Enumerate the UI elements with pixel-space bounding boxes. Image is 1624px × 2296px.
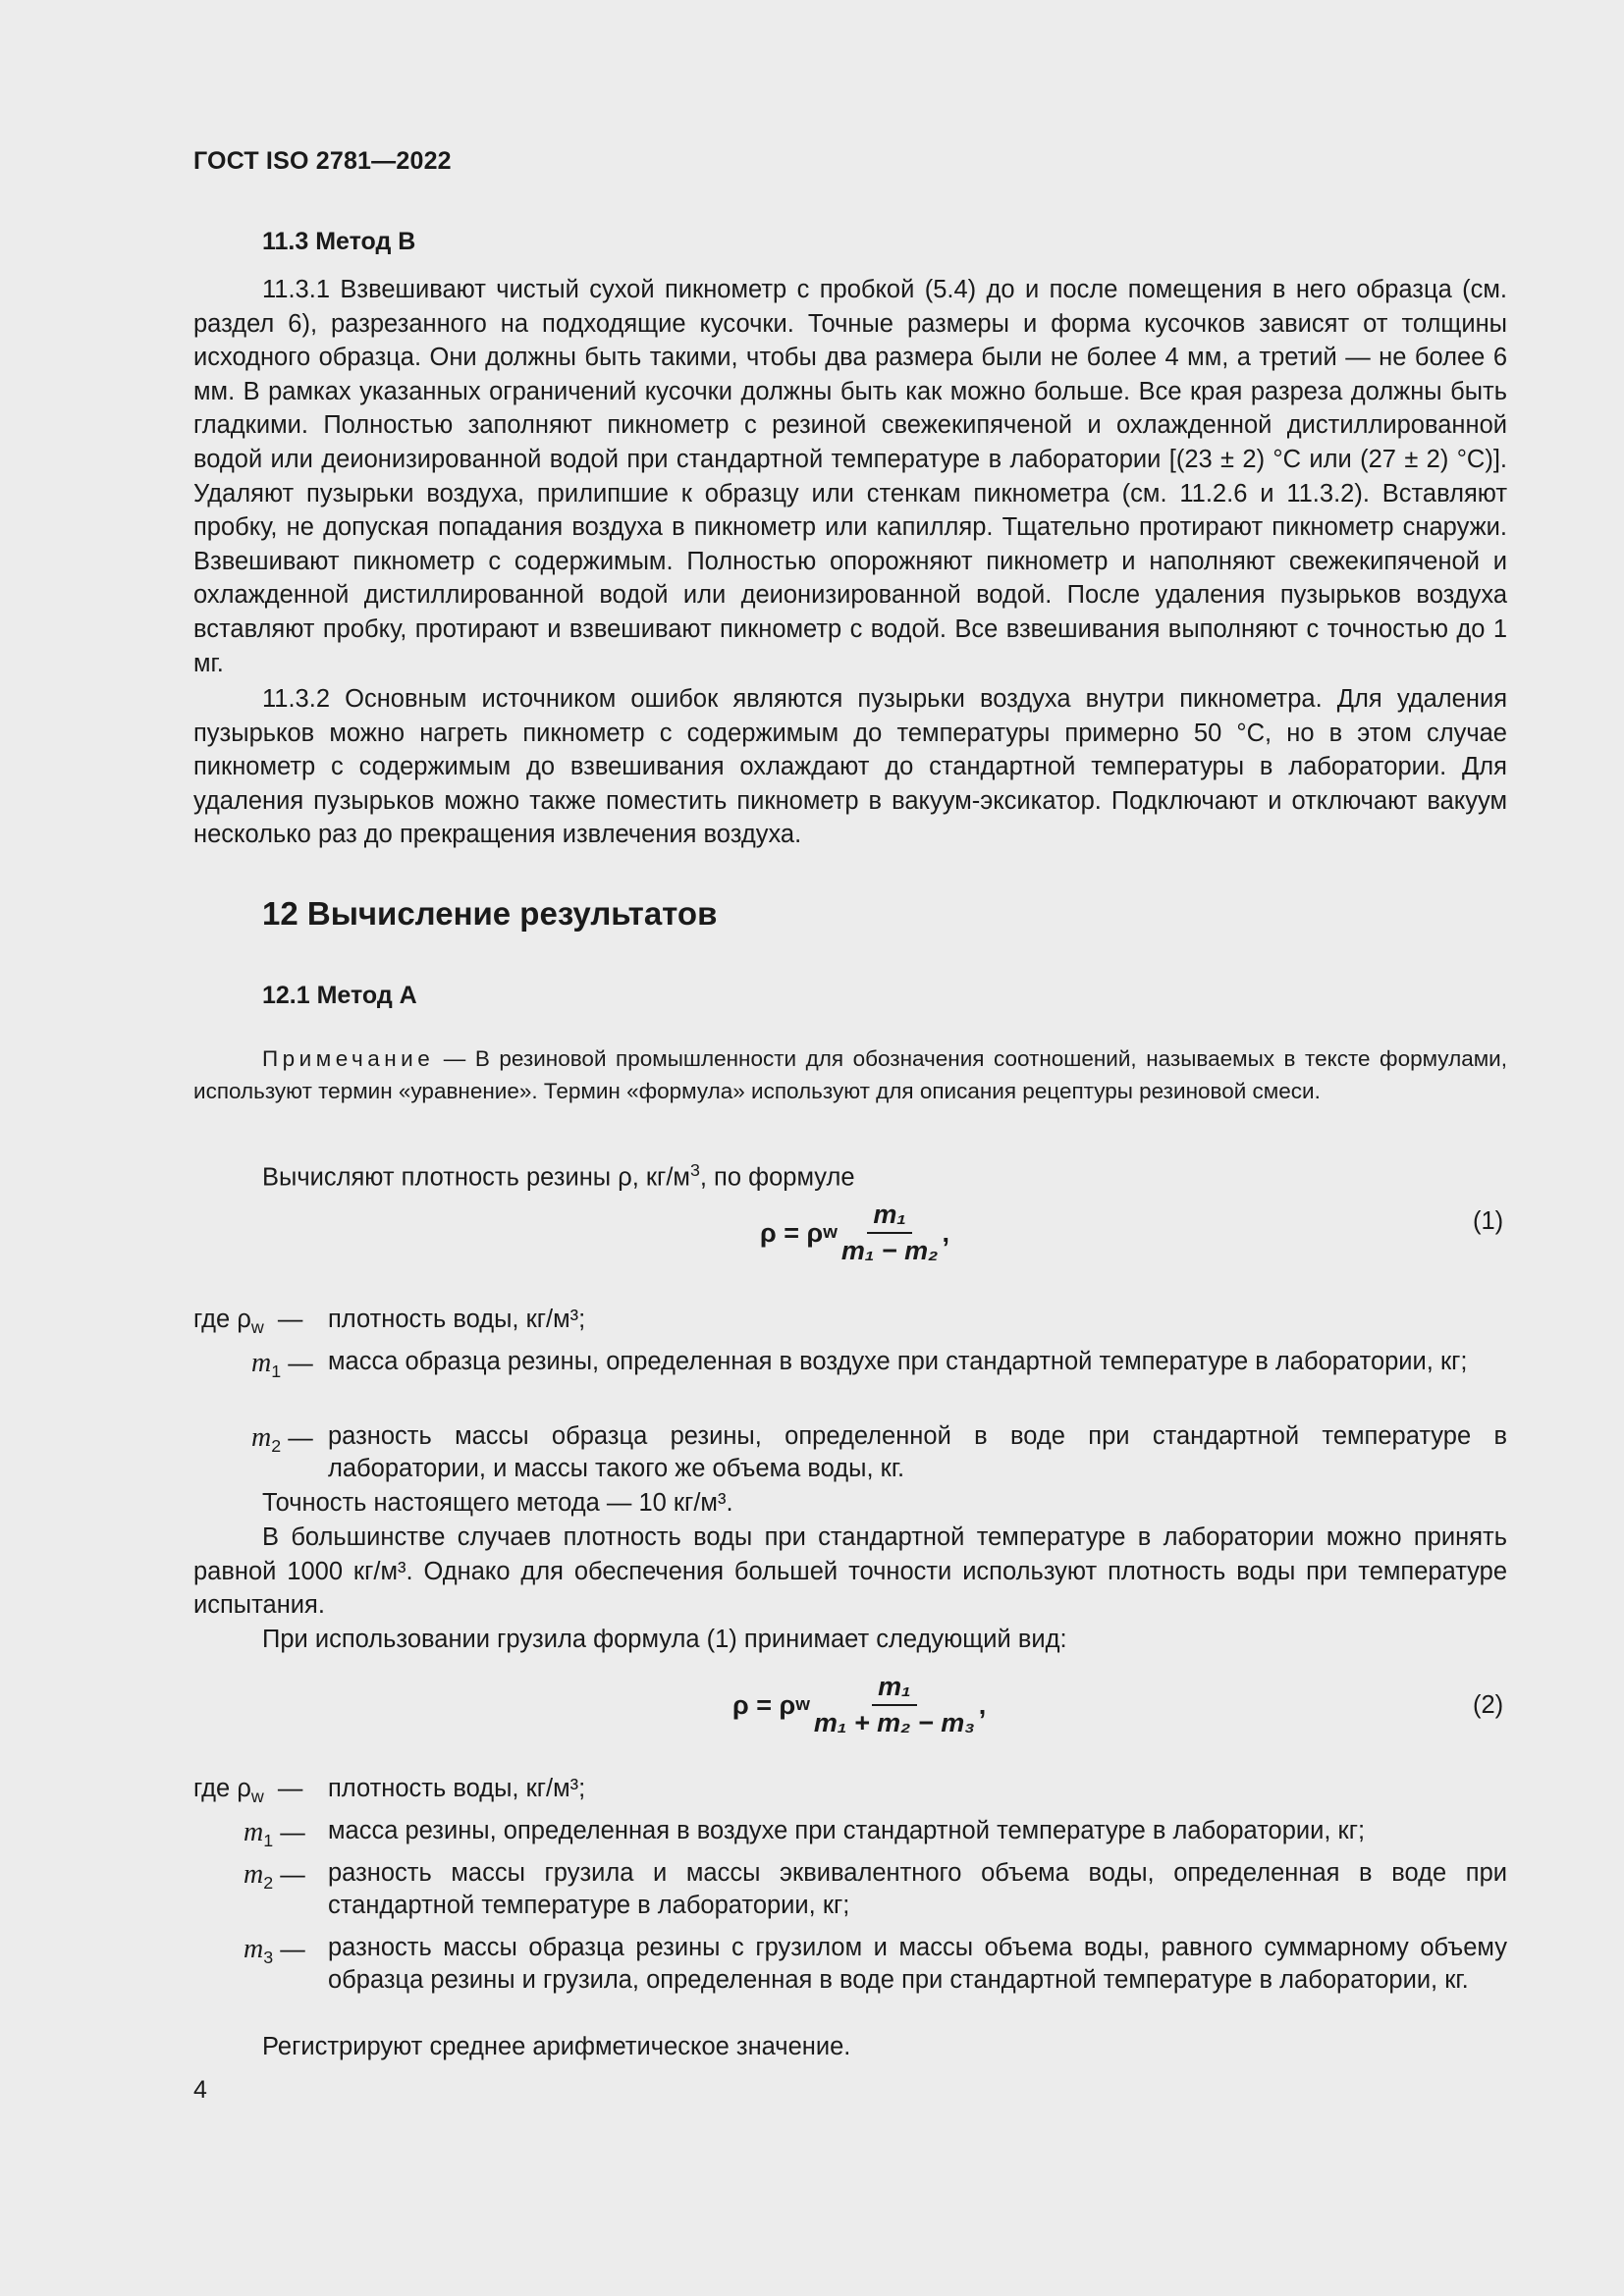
calc-intro-end: , по формуле <box>699 1163 855 1192</box>
accuracy-line: Точность настоящего метода — 10 кг/м³. <box>262 1489 733 1517</box>
defs1-row-2-symbol <box>251 1348 313 1382</box>
formula-1-number: (1) <box>1473 1207 1504 1235</box>
defs1-row-1-symbol <box>193 1306 302 1338</box>
defs2-row-1-symbol <box>193 1775 302 1807</box>
document-header: ГОСТ ISO 2781—2022 <box>193 147 452 175</box>
formula-1-denominator: m₁ − m₂ <box>840 1236 939 1265</box>
defs1-dash-2: — <box>288 1350 313 1377</box>
defs2-row-3-symbol <box>244 1859 305 1894</box>
formula-1-lhs-sub: w <box>823 1222 838 1243</box>
defs2-dash-2: — <box>280 1819 305 1846</box>
defs1-row-2-text: масса образца резины, определенная в воздухе при стандартной температуре в лаборатории, кг; <box>328 1348 1468 1375</box>
formula-2-lhs-sub: w <box>795 1694 810 1715</box>
formula-2-numerator: m₁ <box>872 1672 917 1706</box>
defs2-dash-1: — <box>277 1775 303 1802</box>
note-paragraph <box>193 1042 1507 1107</box>
formula-2-lhs: ρ = ρ <box>732 1689 796 1720</box>
defs2-row-1-text: плотность воды, кг/м³; <box>328 1775 586 1802</box>
formula-2-denominator: m₁ + m₂ − m₃ <box>813 1708 975 1737</box>
defs1-row-1-text: плотность воды, кг/м³; <box>328 1306 586 1333</box>
formula-1-tail: , <box>942 1217 949 1248</box>
defs1-dash-1: — <box>277 1306 303 1333</box>
calc-intro <box>262 1153 855 1195</box>
formula-1-fraction <box>841 1200 939 1266</box>
paragraph-11-3-2: 11.3.2 Основным источником ошибок являются пузырьки воздуха внутри пикнометра. Для удаления пузырьков можно нагреть пикнометр с содержимым до температуры примерно 50 °С, но в этом случае пикнометр с содержимым до взвешивания охлаждают до стандартной температуры в лаборатории. Для удаления пузырьков можно также поместить пикнометр в вакуум-эксикатор. Подключают и отключают вакуум несколько раз до прекращения извлечения воздуха. <box>193 685 1507 849</box>
defs1-sym-3-sub: 2 <box>271 1436 282 1457</box>
defs2-sym-3-sub: 2 <box>263 1873 274 1894</box>
page-number: 4 <box>193 2076 207 2104</box>
calc-intro-sup: 3 <box>689 1160 700 1180</box>
note-text: — В резиновой промышленности для обозначения соотношений, называемых в тексте формулами, используют термин «уравнение». Термин «формула» используют для описания рецептуры резиновой смеси. <box>193 1046 1507 1103</box>
defs1-sym-2-sub: 1 <box>271 1362 282 1382</box>
defs2-row-3-text: разность массы грузила и массы эквивалентного объема воды, определенная в воде при стандартной температуре в лаборатории, кг; <box>328 1859 1507 1919</box>
section-11-3-title: 11.3 Метод В <box>262 228 416 255</box>
defs2-sym-3: m <box>244 1859 264 1890</box>
water-density-paragraph: В большинстве случаев плотность воды при стандартной температуре в лаборатории можно принять равной 1000 кг/м³. Однако для обеспечения большей точности используют плотность воды при температуре испытания. <box>193 1523 1507 1620</box>
formula-1-lhs: ρ = ρ <box>760 1217 824 1248</box>
defs1-row-3-text: разность массы образца резины, определенной в воде при стандартной температуре в лаборатории, и массы такого же объема воды, кг. <box>328 1422 1507 1482</box>
paragraph-11-3-1: 11.3.1 Взвешивают чистый сухой пикнометр с пробкой (5.4) до и после помещения в него образца (см. раздел 6), разрезанного на подходящие кусочки. Точные размеры и форма кусочков зависят от толщины исходного образца. Они должны быть такими, чтобы два размера были не более 4 мм, а третий — не более 6 мм. В рамках указанных ограничений кусочки должны быть как можно больше. Все края разреза должны быть гладкими. Полностью заполняют пикнометр с резиной свежекипяченой и охлажденной дистиллированной водой или деионизированной водой при стандартной температуре в лаборатории [(23 ± 2) °С или (27 ± 2) °С)]. Удаляют пузырьки воздуха, прилипшие к образцу или стенкам пикнометра (см. 11.2.6 и 11.3.2). Вставляют пробку, не допуская попадания воздуха в пикнометр или капилляр. Тщательно протирают пикнометр снаружи. Взвешивают пикнометр с содержимым. Полностью опорожняют пикнометр и наполняют свежекипяченой и охлажденной дистиллированной водой или деионизированной водой. После удаления пузырьков воздуха вставляют пробку, протирают и взвешивают пикнометр с водой. Все взвешивания выполняют с точностью до 1 мг. <box>193 276 1507 677</box>
defs2-sym-4: m <box>244 1934 264 1964</box>
defs2-sym-2: m <box>244 1817 264 1847</box>
defs2-sym-1-sub: w <box>250 1787 264 1807</box>
defs2-row-2-text: масса резины, определенная в воздухе при стандартной температуре в лаборатории, кг; <box>328 1817 1366 1844</box>
defs1-where: где <box>193 1306 231 1333</box>
defs2-sym-4-sub: 3 <box>263 1948 274 1968</box>
formula-1 <box>760 1200 949 1266</box>
defs1-sym-3: m <box>251 1422 272 1453</box>
defs2-dash-3: — <box>280 1861 305 1889</box>
calc-intro-text: Вычисляют плотность резины ρ, кг/м <box>262 1163 690 1192</box>
note-label: Примечание <box>262 1046 435 1071</box>
defs1-sym-1: ρ <box>237 1306 251 1333</box>
defs2-dash-4: — <box>280 1936 305 1963</box>
defs1-dash-3: — <box>288 1424 313 1452</box>
formula-2-fraction <box>814 1672 975 1738</box>
defs2-sym-2-sub: 1 <box>263 1831 274 1851</box>
formula-2-tail: , <box>978 1689 987 1720</box>
formula-2-number: (2) <box>1473 1691 1504 1719</box>
defs1-sym-1-sub: w <box>250 1317 264 1338</box>
section-12-title: 12 Вычисление результатов <box>262 895 718 932</box>
defs2-sym-1: ρ <box>237 1775 251 1802</box>
defs2-row-4-text: разность массы образца резины с грузилом и массы объема воды, равного суммарному объему образца резины и грузила, определенная в воде при стандартной температуре в лаборатории, кг. <box>328 1934 1507 1994</box>
section-12-1-title: 12.1 Метод А <box>262 982 417 1009</box>
defs2-row-4-symbol <box>244 1934 305 1968</box>
defs1-row-3-symbol <box>251 1422 313 1457</box>
defs1-sym-2: m <box>251 1348 272 1378</box>
final-line: Регистрируют среднее арифметическое значение. <box>262 2033 851 2060</box>
sinker-intro: При использовании грузила формула (1) принимает следующий вид: <box>262 1626 1067 1653</box>
defs2-where: где <box>193 1775 231 1802</box>
formula-1-numerator: m₁ <box>867 1200 912 1234</box>
defs2-row-2-symbol <box>244 1817 305 1851</box>
formula-2 <box>732 1672 986 1738</box>
